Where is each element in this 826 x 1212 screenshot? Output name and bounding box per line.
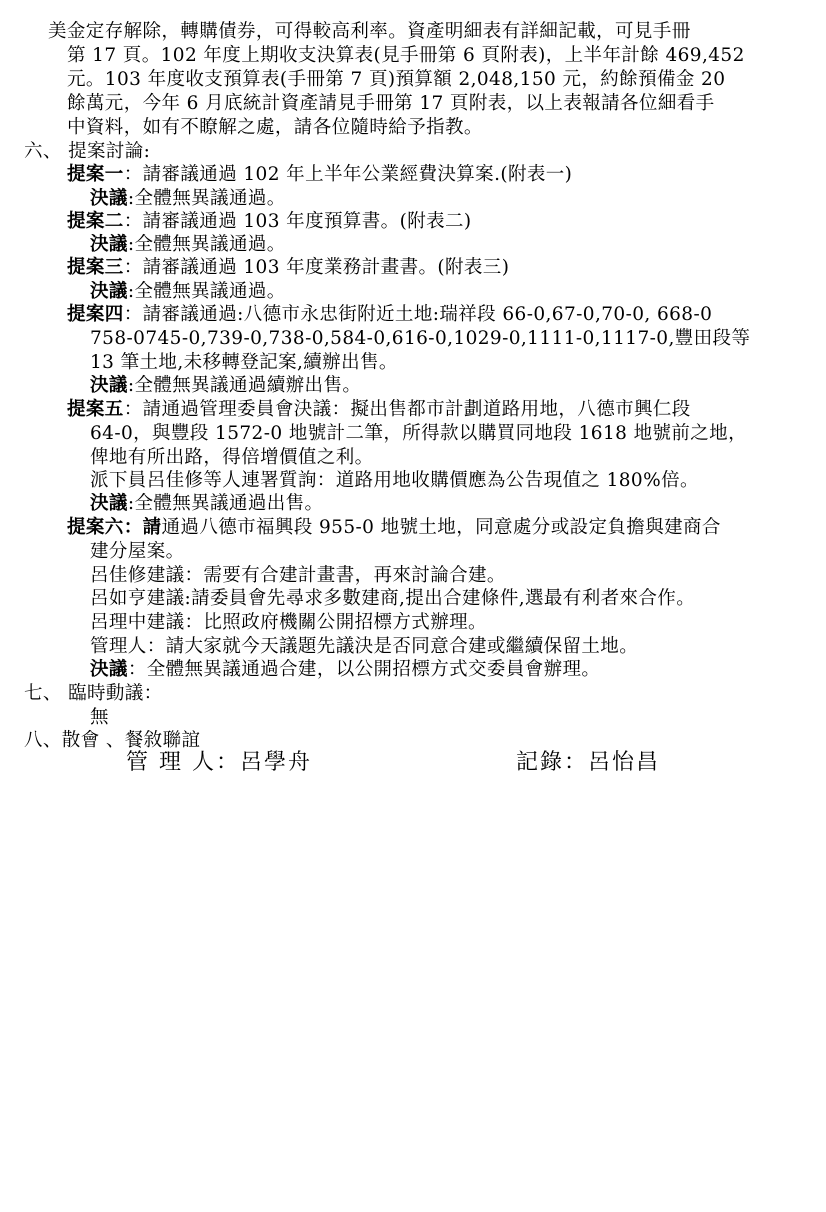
- proposal-2-text: ：請審議通過 103 年度預算書。(附表二): [123, 211, 472, 232]
- resolution-3-label: 決議: [90, 281, 128, 302]
- resolution-1-label: 決議: [90, 188, 128, 209]
- proposal-6-note-1: 呂佳修建議：需要有合建計畫書，再來討論合建。: [90, 565, 506, 586]
- proposal-2-label: 提案二: [67, 211, 124, 232]
- proposal-4-label: 提案四: [67, 304, 124, 325]
- section-7-body: 無: [90, 707, 109, 728]
- section-8-heading: 八、散會 、餐敘聯誼: [24, 730, 201, 751]
- resolution-1: [90, 187, 286, 211]
- resolution-6-text: ：全體無異議通過合建，以公開招標方式交委員會辦理。: [127, 659, 601, 680]
- resolution-5-text: :全體無異議通過出售。: [127, 493, 324, 514]
- resolution-3: [90, 280, 286, 304]
- proposal-5-text: ：請通過管理委員會決議：擬出售都市計劃道路用地，八德市興仁段: [123, 399, 691, 420]
- intro-line-1: 美金定存解除，轉購債券，可得較高利率。資產明細表有詳細記載，可見手冊: [48, 21, 691, 42]
- proposal-6-label: 提案六：請: [67, 517, 162, 538]
- proposal-5-cont-1: 64-0，與豐段 1572-0 地號計二筆，所得款以購買同地段 1618 地號前之地，: [90, 423, 747, 444]
- resolution-4-label: 決議: [90, 375, 128, 396]
- intro-line-5: 中資料，如有不瞭解之處，請各位隨時給予指教。: [67, 117, 483, 138]
- manager-signature: 管 理 人：呂學舟: [126, 750, 312, 775]
- resolution-4-text: :全體無異議通過續辦出售。: [127, 375, 362, 396]
- proposal-6-note-3: 呂理中建議：比照政府機關公開招標方式辦理。: [90, 612, 487, 633]
- proposal-4: [67, 303, 712, 327]
- resolution-6-label: 決議: [90, 659, 128, 680]
- resolution-4: [90, 374, 361, 398]
- section-6-heading: 六、 提案討論:: [24, 141, 151, 162]
- resolution-5-label: 決議: [90, 493, 128, 514]
- proposal-2: [67, 210, 472, 234]
- proposal-1-label: 提案一: [67, 164, 124, 185]
- proposal-5-label: 提案五: [67, 399, 124, 420]
- resolution-6: [90, 658, 600, 682]
- proposal-4-text: ：請審議通過:八德市永忠街附近土地:瑞祥段 66-0,67-0,70-0, 668-0: [123, 304, 713, 325]
- resolution-5: [90, 492, 323, 516]
- proposal-6-note-4: 管理人：請大家就今天議題先議決是否同意合建或繼續保留土地。: [90, 636, 639, 657]
- proposal-3: [67, 256, 509, 280]
- resolution-2-text: :全體無異議通過。: [127, 234, 286, 255]
- proposal-3-text: ：請審議通過 103 年度業務計畫書。(附表三): [123, 257, 510, 278]
- proposal-5-cont-2: 俾地有所出路，得倍增價值之利。: [90, 447, 374, 468]
- proposal-4-cont-2: 13 筆土地,未移轉登記案,續辦出售。: [90, 352, 398, 373]
- proposal-4-cont-1: 758-0745-0,739-0,738-0,584-0,616-0,1029-0,1111-0,1117-0,豐田段等: [90, 328, 751, 349]
- proposal-5-note: 派下員呂佳修等人連署質詢：道路用地收購價應為公告現值之 180%倍。: [90, 470, 699, 491]
- recorder-signature: 記錄：呂怡昌: [516, 750, 661, 775]
- intro-line-2: 第 17 頁。102 年度上期收支決算表(見手冊第 6 頁附表)，上半年計餘 469,452: [67, 45, 745, 66]
- proposal-6-note-2: 呂如亨建議:請委員會先尋求多數建商,提出合建條件,選最有利者來合作。: [90, 588, 696, 609]
- section-7-heading: 七、 臨時動議：: [24, 683, 163, 704]
- proposal-3-label: 提案三: [67, 257, 124, 278]
- resolution-1-text: :全體無異議通過。: [127, 188, 286, 209]
- intro-line-4: 餘萬元，今年 6 月底統計資產請見手冊第 17 頁附表，以上表報請各位細看手: [67, 93, 715, 114]
- proposal-6-text: 通過八德市福興段 955-0 地號土地，同意處分或設定負擔與建商合: [161, 517, 721, 538]
- proposal-6: [67, 516, 721, 540]
- resolution-3-text: :全體無異議通過。: [127, 281, 286, 302]
- proposal-1: [67, 163, 572, 187]
- intro-line-3: 元。103 年度收支預算表(手冊第 7 頁)預算額 2,048,150 元，約餘預備金 20: [67, 69, 726, 90]
- resolution-2-label: 決議: [90, 234, 128, 255]
- proposal-6-cont-1: 建分屋案。: [90, 541, 185, 562]
- proposal-1-text: ：請審議通過 102 年上半年公業經費決算案.(附表一): [123, 164, 573, 185]
- proposal-5: [67, 398, 691, 422]
- resolution-2: [90, 233, 286, 257]
